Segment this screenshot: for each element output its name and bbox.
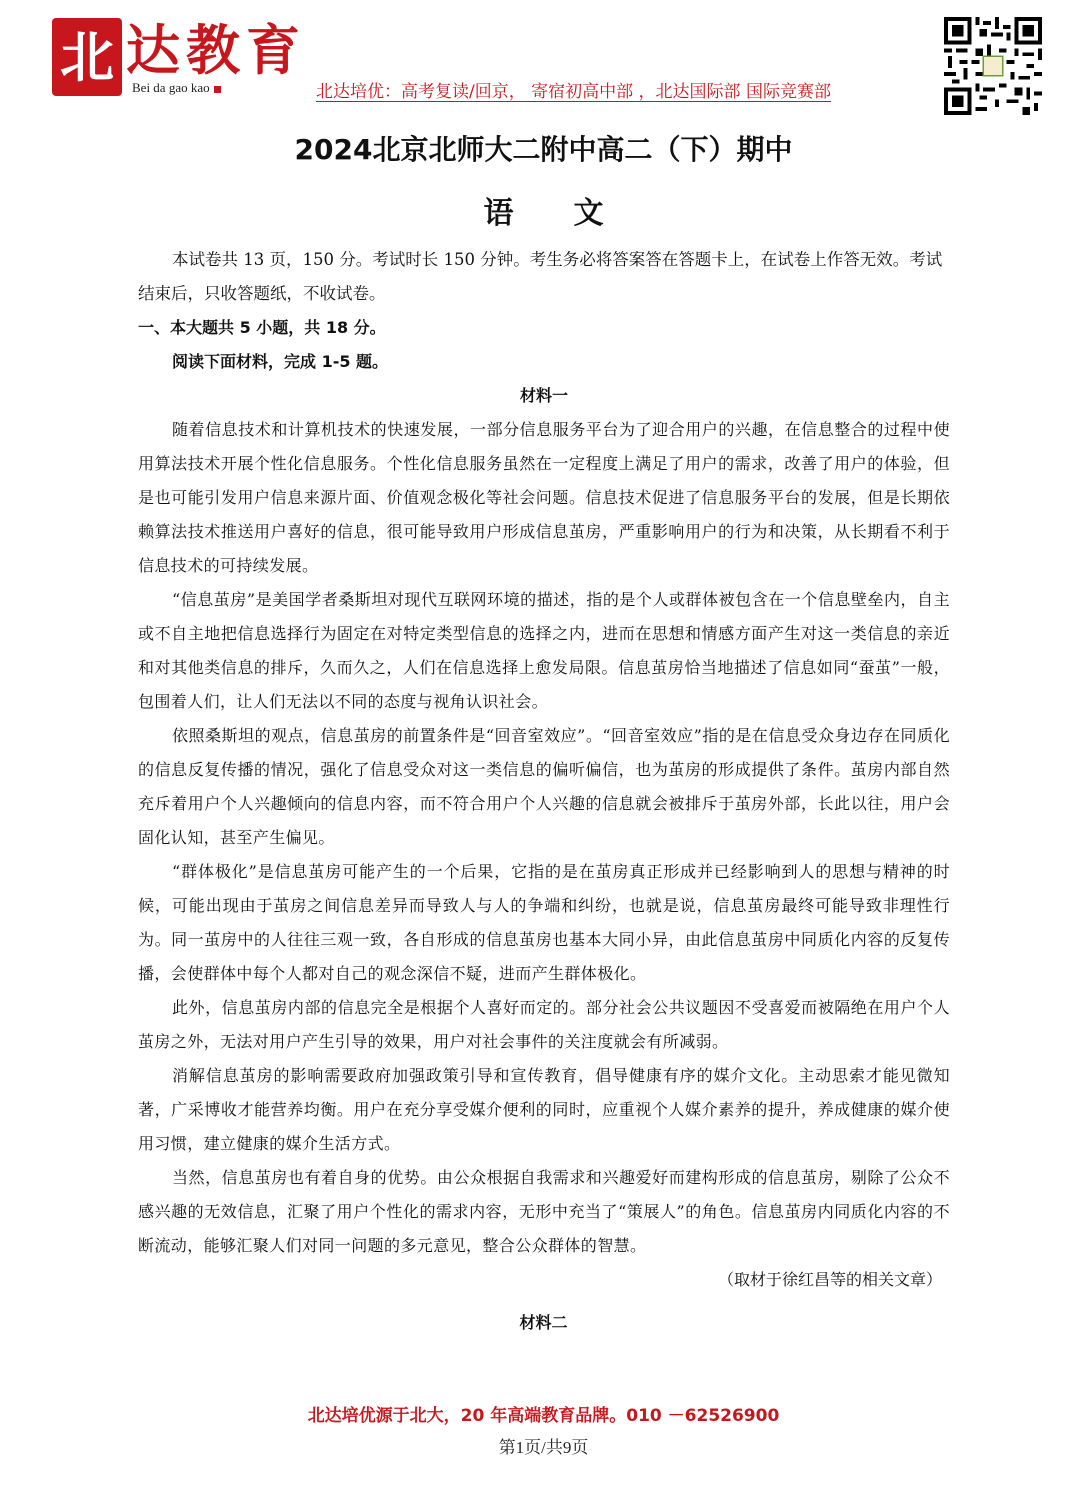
footer-advert: 北达培优源于北大，20 年高端教育品牌。010 －62526900: [307, 1406, 780, 1426]
material-source: （取材于徐红昌等的相关文章）: [717, 1270, 942, 1289]
exam-subject: 语文: [483, 196, 664, 231]
material-paragraph: “信息茧房”是美国学者桑斯坦对现代互联网环境的描述，指的是个人或群体被包含在一个信息壁垒内，自主或不自主地把信息选择行为固定在对特定类型信息的选择之内，进而在思想和情感方面产生对这一类信息的亲近和对其他类信息的排斥，久而久之，人们在信息选择上愈发局限。信息茧房恰当地描述了信息如同“蚕茧”一般，包围着人们，让人们无法以不同的态度与视角认识社会。: [138, 590, 950, 711]
logo-mark: 北: [52, 18, 122, 96]
material-paragraph: 随着信息技术和计算机技术的快速发展，一部分信息服务平台为了迎合用户的兴趣，在信息整合的过程中使用算法技术开展个性化信息服务。个性化信息服务虽然在一定程度上满足了用户的需求，改善了用户的体验，但是也可能引发用户信息来源片面、价值观念极化等社会问题。信息技术促进了信息服务平台的发展，但是长期依赖算法技术推送用户喜好的信息，很可能导致用户形成信息茧房，严重影响用户的行为和决策，从长期看不利于信息技术的可持续发展。: [138, 420, 950, 575]
brand-logo: [52, 18, 322, 98]
material-one-title: 材料一: [519, 386, 568, 405]
exam-content: [138, 243, 950, 1297]
material-paragraph: 消解信息茧房的影响需要政府加强政策引导和宣传教育，倡导健康有序的媒介文化。主动思索才能见微知著，广采博收才能营养均衡。用户在充分享受媒介便利的同时，应重视个人媒介素养的提升，养成健康的媒介使用习惯，建立健康的媒介生活方式。: [138, 1066, 950, 1153]
exam-intro: 本试卷共 13 页，150 分。考试时长 150 分钟。考生务必将答案答在答题卡上，在试卷上作答无效。考试结束后，只收答题纸，不收试卷。: [138, 250, 943, 303]
material-paragraph: “群体极化”是信息茧房可能产生的一个后果，它指的是在茧房真正形成并已经影响到人的思想与精神的时候，可能出现由于茧房之间信息差异而导致人与人的争端和纠纷，也就是说，信息茧房最终可能导致非理性行为。同一茧房中的人往往三观一致，各自形成的信息茧房也基本大同小异，由此信息茧房中同质化内容的反复传播，会使群体中每个人都对自己的观念深信不疑，进而产生群体极化。: [138, 862, 950, 983]
material-paragraph: 此外，信息茧房内部的信息完全是根据个人喜好而定的。部分社会公共议题因不受喜爱而被隔绝在用户个人茧房之外，无法对用户产生引导的效果，用户对社会事件的关注度就会有所减弱。: [138, 998, 950, 1051]
logo-name: 达教育: [126, 18, 306, 82]
material-two-title: 材料二: [519, 1313, 568, 1332]
material-paragraph: 依照桑斯坦的观点，信息茧房的前置条件是“回音室效应”。“回音室效应”指的是在信息受众身边存在同质化的信息反复传播的情况，强化了信息受众对这一类信息的偏听偏信，也为茧房的形成提供了条件。茧房内部自然充斥着用户个人兴趣倾向的信息内容，而不符合用户个人兴趣的信息就会被排斥于茧房外部，长此以往，用户会固化认知，甚至产生偏见。: [138, 726, 950, 847]
material-paragraph: 当然，信息茧房也有着自身的优势。由公众根据自我需求和兴趣爱好而建构形成的信息茧房，剔除了公众不感兴趣的无效信息，汇聚了用户个性化的需求内容，无形中充当了“策展人”的角色。信息茧房内同质化内容的不断流动，能够汇聚人们对同一问题的多元意见，整合公众群体的智慧。: [138, 1168, 950, 1255]
reading-instruction: 阅读下面材料，完成 1-5 题。: [172, 352, 389, 371]
logo-pinyin: Bei da gao kao: [132, 80, 221, 96]
page-number: 第1页/共9页: [498, 1438, 589, 1457]
qr-code-icon: [944, 17, 1042, 115]
section-heading: 一、本大题共 5 小题，共 18 分。: [138, 318, 386, 337]
header-slogan: 北达培优：高考复读/回京， 寄宿初高中部 ，北达国际部 国际竞赛部: [316, 82, 831, 102]
exam-title: 2024北京北师大二附中高二（下）期中: [294, 133, 793, 166]
